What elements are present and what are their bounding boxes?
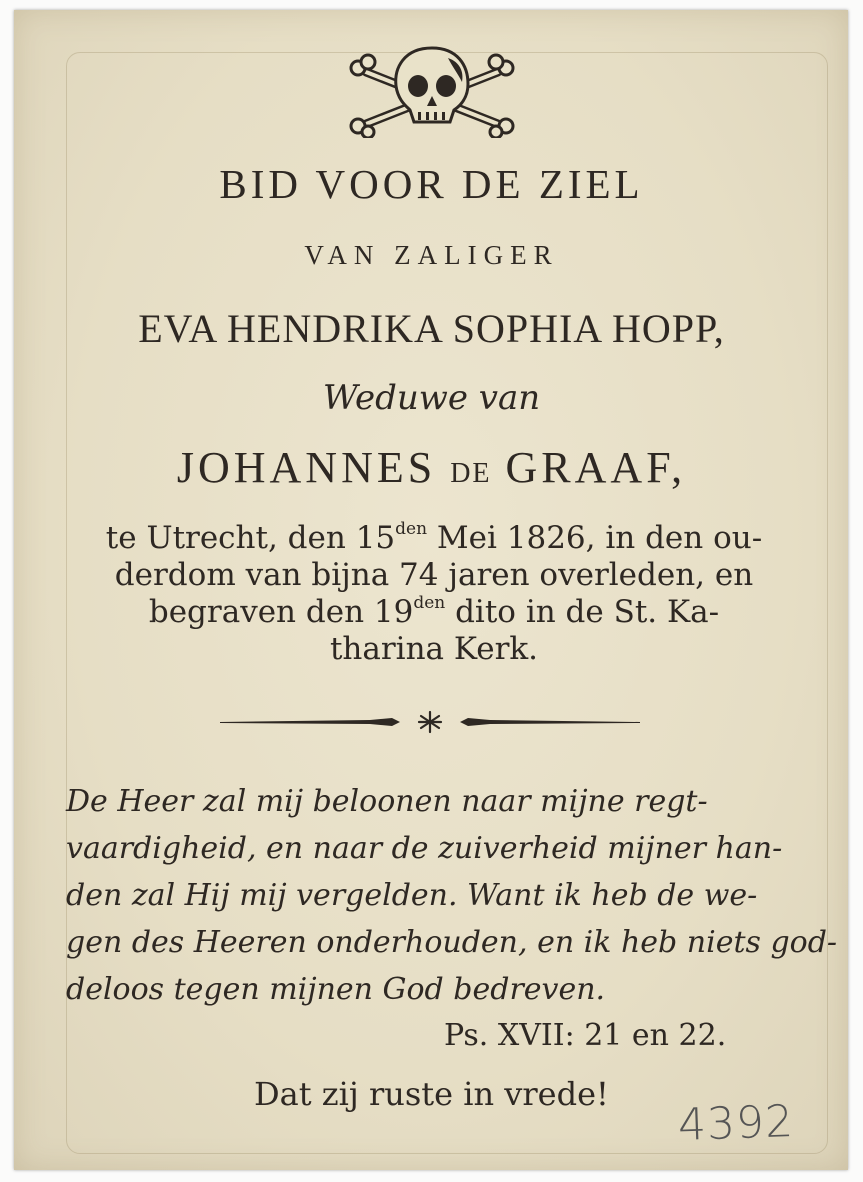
ordinal-superscript: den: [413, 593, 446, 613]
psalm-line: gen des Heeren onderhouden, en ik heb niets god-: [66, 925, 838, 960]
card-title: BID VOOR DE ZIEL: [219, 161, 644, 207]
widow-of-label: Weduwe van: [322, 378, 541, 418]
closing-prayer: Dat zij ruste in vrede!: [254, 1075, 609, 1113]
burial-line-text: dito in de St. Ka-: [445, 594, 720, 630]
ordinal-superscript: den: [395, 519, 428, 539]
psalm-line: De Heer zal mij beloonen naar mijne regt-: [66, 784, 708, 819]
husband-last-name: GRAAF,: [505, 443, 687, 492]
deceased-name: EVA HENDRIKA SOPHIA HOPP,: [138, 306, 725, 351]
archive-number: 4392: [677, 1095, 795, 1152]
husband-particle: DE: [450, 458, 492, 489]
death-details: [64, 520, 804, 668]
death-line-text: te Utrecht, den 15: [105, 520, 396, 556]
card-subtitle: VAN ZALIGER: [304, 240, 559, 270]
burial-line-text: begraven den 19: [148, 594, 414, 630]
husband-name: [0, 442, 863, 493]
psalm-line: deloos tegen mijnen God bedreven.: [66, 972, 606, 1007]
death-line-text: Mei 1826, in den ou-: [427, 520, 763, 556]
death-line: [64, 520, 804, 557]
psalm-reference: Ps. XVII: 21 en 22.: [444, 1018, 727, 1053]
psalm-line: den zal Hij mij vergelden. Want ik heb de we-: [66, 878, 758, 913]
husband-first-name: JOHANNES: [176, 443, 437, 492]
burial-line: [64, 594, 804, 631]
asterisk-ornament-icon: [220, 708, 640, 738]
skull-and-crossbones-icon: [344, 46, 520, 138]
psalm-quote: [66, 778, 838, 1013]
burial-line: tharina Kerk.: [329, 631, 539, 667]
psalm-line: vaardigheid, en naar de zuiverheid mijner han-: [66, 831, 783, 866]
death-line: derdom van bijna 74 jaren overleden, en: [114, 557, 754, 593]
